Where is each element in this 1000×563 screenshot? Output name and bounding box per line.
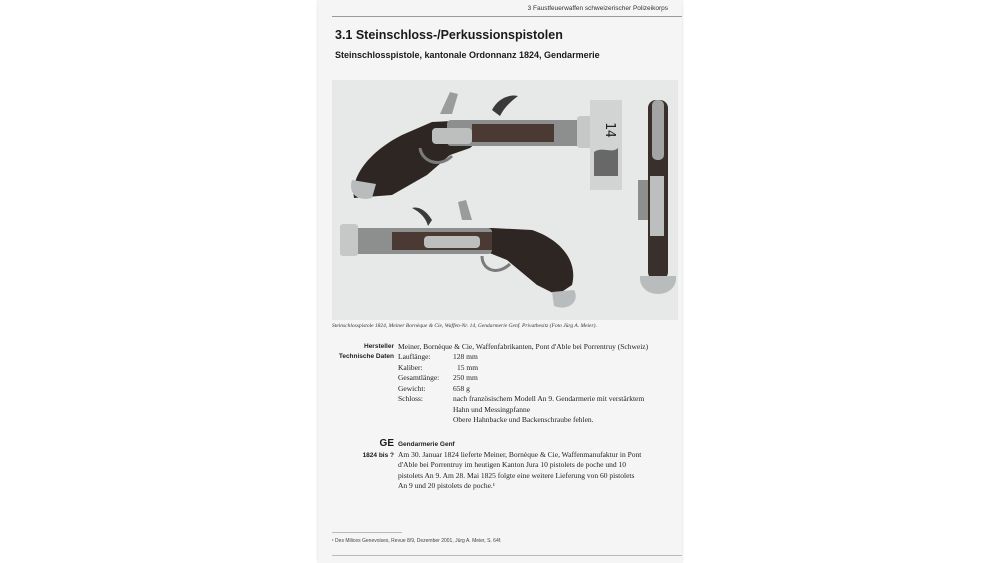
header-rule xyxy=(332,16,682,17)
subtitle: Steinschlosspistole, kantonale Ordonnanz 1824, Gendarmerie xyxy=(335,50,600,60)
running-head: 3 Faustfeuerwaffen schweizerischer Polizeikorps xyxy=(527,5,668,12)
canton-heading: Gendarmerie Genf xyxy=(398,441,455,448)
pistol-top-view xyxy=(638,100,676,294)
pistol-illustration xyxy=(332,80,678,320)
canton-text xyxy=(398,450,680,491)
spec-key: Gesamtlänge: xyxy=(398,373,440,382)
canton-code: GE xyxy=(379,438,394,449)
spec-value: 15 mm xyxy=(457,362,479,372)
hersteller-value: Meiner, Bornèque & Cie, Waffenfabrikanten, Pont d'Able bei Porrentruy (Schweiz) xyxy=(398,342,649,351)
pistol-side-view-bottom xyxy=(340,200,576,308)
photo-caption: Steinschlosspistole 1824, Meiner Bornèque & Cie, Waffen-Nr. 14, Gendarmerie Genf. Privatbesitz (Foto Jürg A. Meier). xyxy=(332,323,597,329)
spec-key: Kaliber: xyxy=(398,362,423,372)
book-page xyxy=(318,0,682,563)
spec-key: Schloss: xyxy=(398,394,424,403)
spec-key: Gewicht: xyxy=(398,383,426,393)
spec-value: 658 g xyxy=(453,383,470,393)
svg-text:14: 14 xyxy=(602,122,617,138)
text-line: Am 30. Januar 1824 lieferte Meiner, Bornèque & Cie, Waffenmanufaktur in Pont xyxy=(398,450,642,459)
technische-daten-label: Technische Daten xyxy=(338,353,394,360)
spec-key: Lauflänge: xyxy=(398,352,431,361)
canton-period: 1824 bis ? xyxy=(362,452,394,459)
spec-value-continued: Obere Hahnbacke und Backenschraube fehlen. xyxy=(453,415,594,424)
text-line: An 9 und 20 pistolets de poche.¹ xyxy=(398,480,496,490)
pistol-photo xyxy=(332,80,678,320)
footnote-rule xyxy=(332,532,402,533)
spec-value: 128 mm xyxy=(453,352,478,361)
footnote: ¹ Des Milices Genevoises, Revue 8/9, Dezember 2001, Jürg A. Meier, S. 64f. xyxy=(332,538,502,544)
spec-value-continued: Hahn und Messingpfanne xyxy=(453,404,531,414)
bottom-rule xyxy=(332,555,682,556)
spec-value: nach französischem Modell An 9. Gendarmerie mit verstärktem xyxy=(453,394,645,403)
section-title: 3.1 Steinschloss-/Perkussionspistolen xyxy=(335,28,563,42)
hersteller-label: Hersteller xyxy=(364,343,394,350)
pistol-side-view-top xyxy=(351,92,597,199)
spec-value: 250 mm xyxy=(453,373,478,382)
proof-mark-inset xyxy=(590,100,622,190)
text-line: pistolets An 9. Am 28. Mai 1825 folgte eine weitere Lieferung von 60 pistolets xyxy=(398,470,635,480)
text-line: d'Able bei Porrentruy im heutigen Kanton Jura 10 pistolets de poche und 10 xyxy=(398,460,626,470)
